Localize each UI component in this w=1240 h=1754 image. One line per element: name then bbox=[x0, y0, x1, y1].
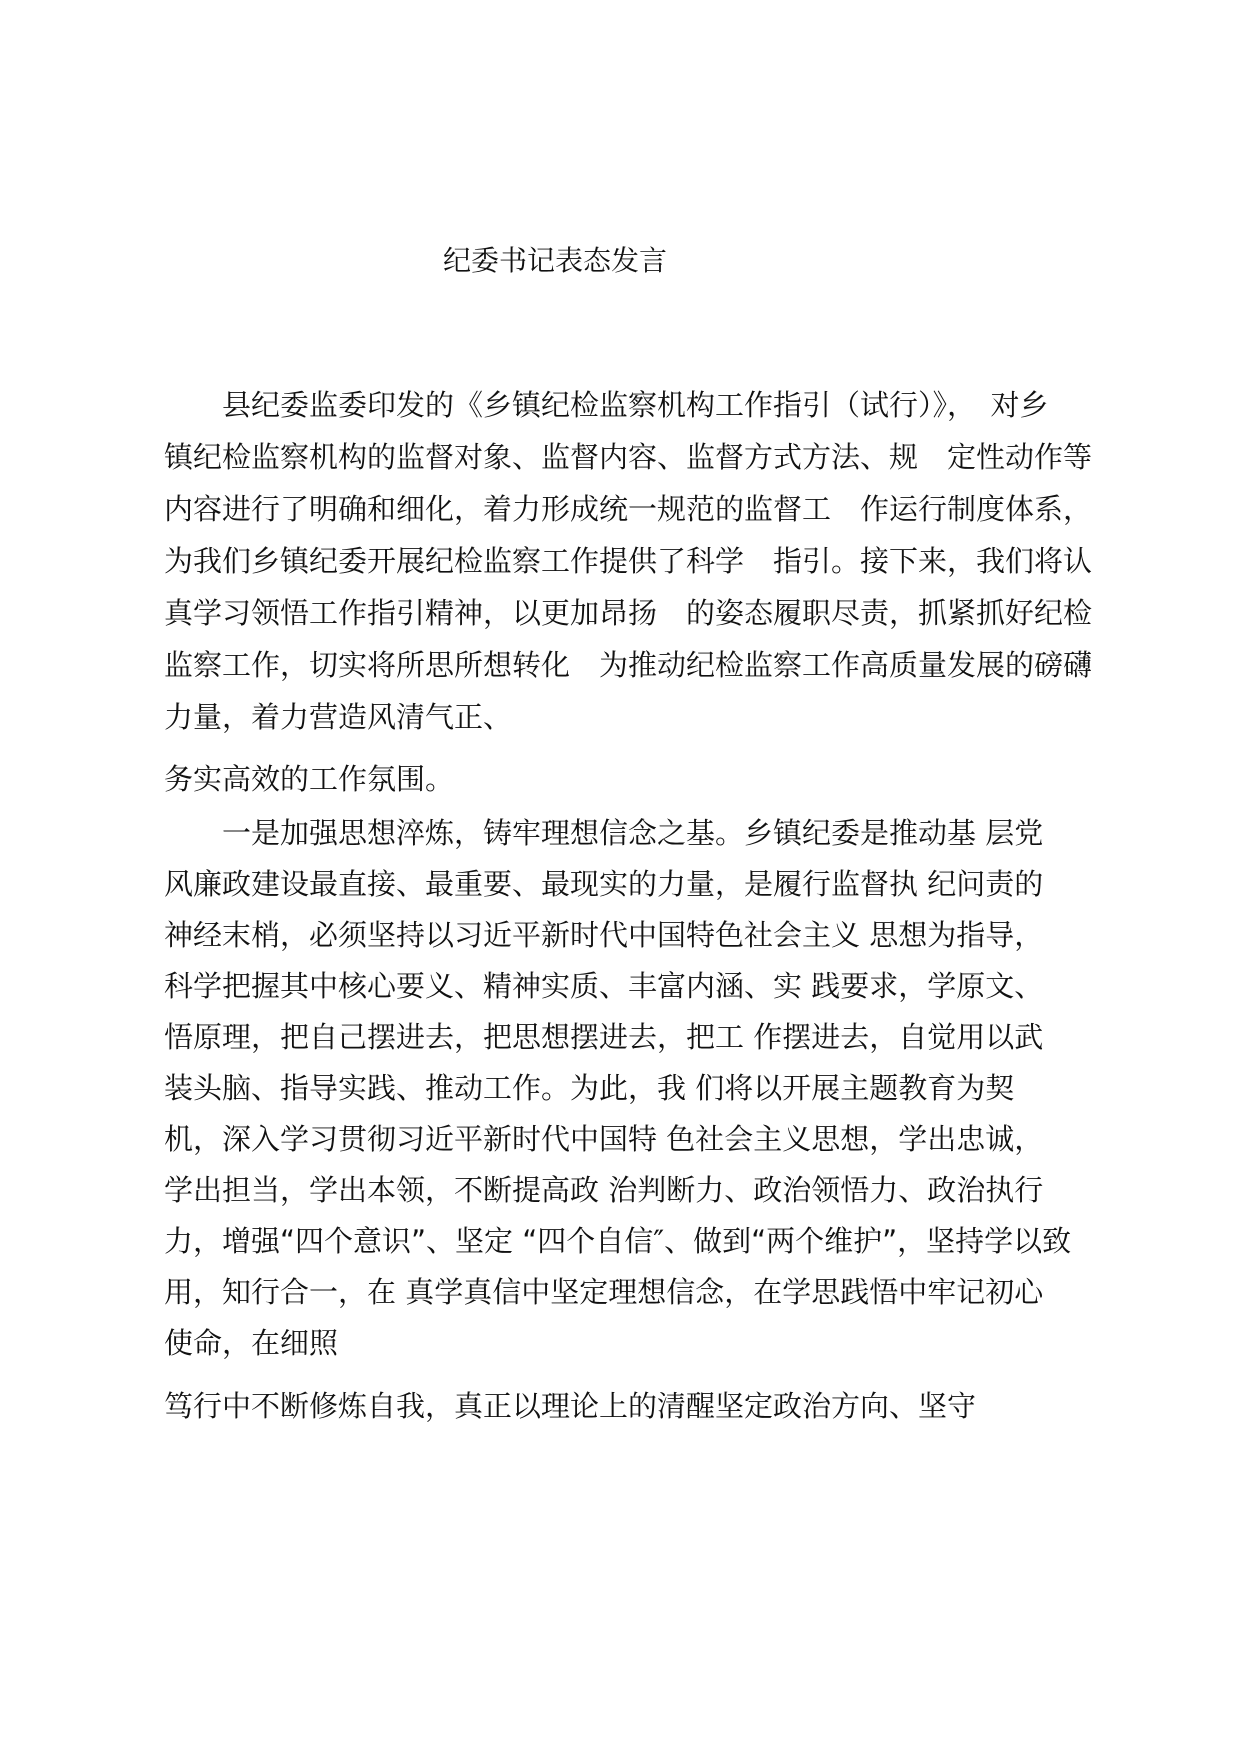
paragraph-line: 真学习领悟工作指引精神，以更加昂扬 的姿态履职尽责，抓紧抓好纪检 bbox=[164, 596, 1093, 630]
paragraph-line: 使命，在细照 bbox=[164, 1326, 339, 1360]
paragraph-line: 风廉政建设最直接、最重要、最现实的力量，是履行监督执 纪问责的 bbox=[164, 867, 1044, 901]
paragraph-line: 监察工作，切实将所思所想转化 为推动纪检监察工作高质量发展的磅礴 bbox=[164, 648, 1093, 682]
paragraph-line: 县纪委监委印发的《乡镇纪检监察机构工作指引（试行）》， 对乡 bbox=[164, 388, 1049, 422]
paragraph-line: 悟原理，把自己摆进去，把思想摆进去，把工 作摆进去，自觉用以武 bbox=[164, 1020, 1044, 1054]
paragraph-line: 镇纪检监察机构的监督对象、监督内容、监督方式方法、规 定性动作等 bbox=[164, 440, 1093, 474]
paragraph-line: 神经末梢，必须坚持以习近平新时代中国特色社会主义 思想为指导， bbox=[164, 918, 1044, 952]
paragraph-line: 用，知行合一，在 真学真信中坚定理想信念，在学思践悟中牢记初心 bbox=[164, 1275, 1044, 1309]
paragraph-line: 装头脑、指导实践、推动工作。为此，我 们将以开展主题教育为契 bbox=[164, 1071, 1015, 1105]
paragraph-line: 科学把握其中核心要义、精神实质、丰富内涵、实 践要求，学原文、 bbox=[164, 969, 1044, 1003]
paragraph-line: 机，深入学习贯彻习近平新时代中国特 色社会主义思想，学出忠诚， bbox=[164, 1122, 1044, 1156]
paragraph-line: 笃行中不断修炼自我，真正以理论上的清醒坚定政治方向、坚守 bbox=[164, 1389, 977, 1423]
paragraph-line: 务实高效的工作氛围。 bbox=[164, 762, 455, 796]
document-title: 纪委书记表态发言 bbox=[443, 244, 668, 277]
paragraph-line: 内容进行了明确和细化，着力形成统一规范的监督工 作运行制度体系， bbox=[164, 492, 1093, 526]
paragraph-line: 力量，着力营造风清气正、 bbox=[164, 700, 513, 734]
paragraph-line: 为我们乡镇纪委开展纪检监察工作提供了科学 指引。接下来，我们将认 bbox=[164, 544, 1093, 578]
paragraph-line: 力，增强“四个意识”、坚定 “四个自信″、做到“两个维护”，坚持学以致 bbox=[164, 1224, 1072, 1258]
paragraph-line: 学出担当，学出本领，不断提高政 治判断力、政治领悟力、政治执行 bbox=[164, 1173, 1044, 1207]
paragraph-line: 一是加强思想淬炼，铸牢理想信念之基。乡镇纪委是推动基 层党 bbox=[164, 816, 1044, 850]
